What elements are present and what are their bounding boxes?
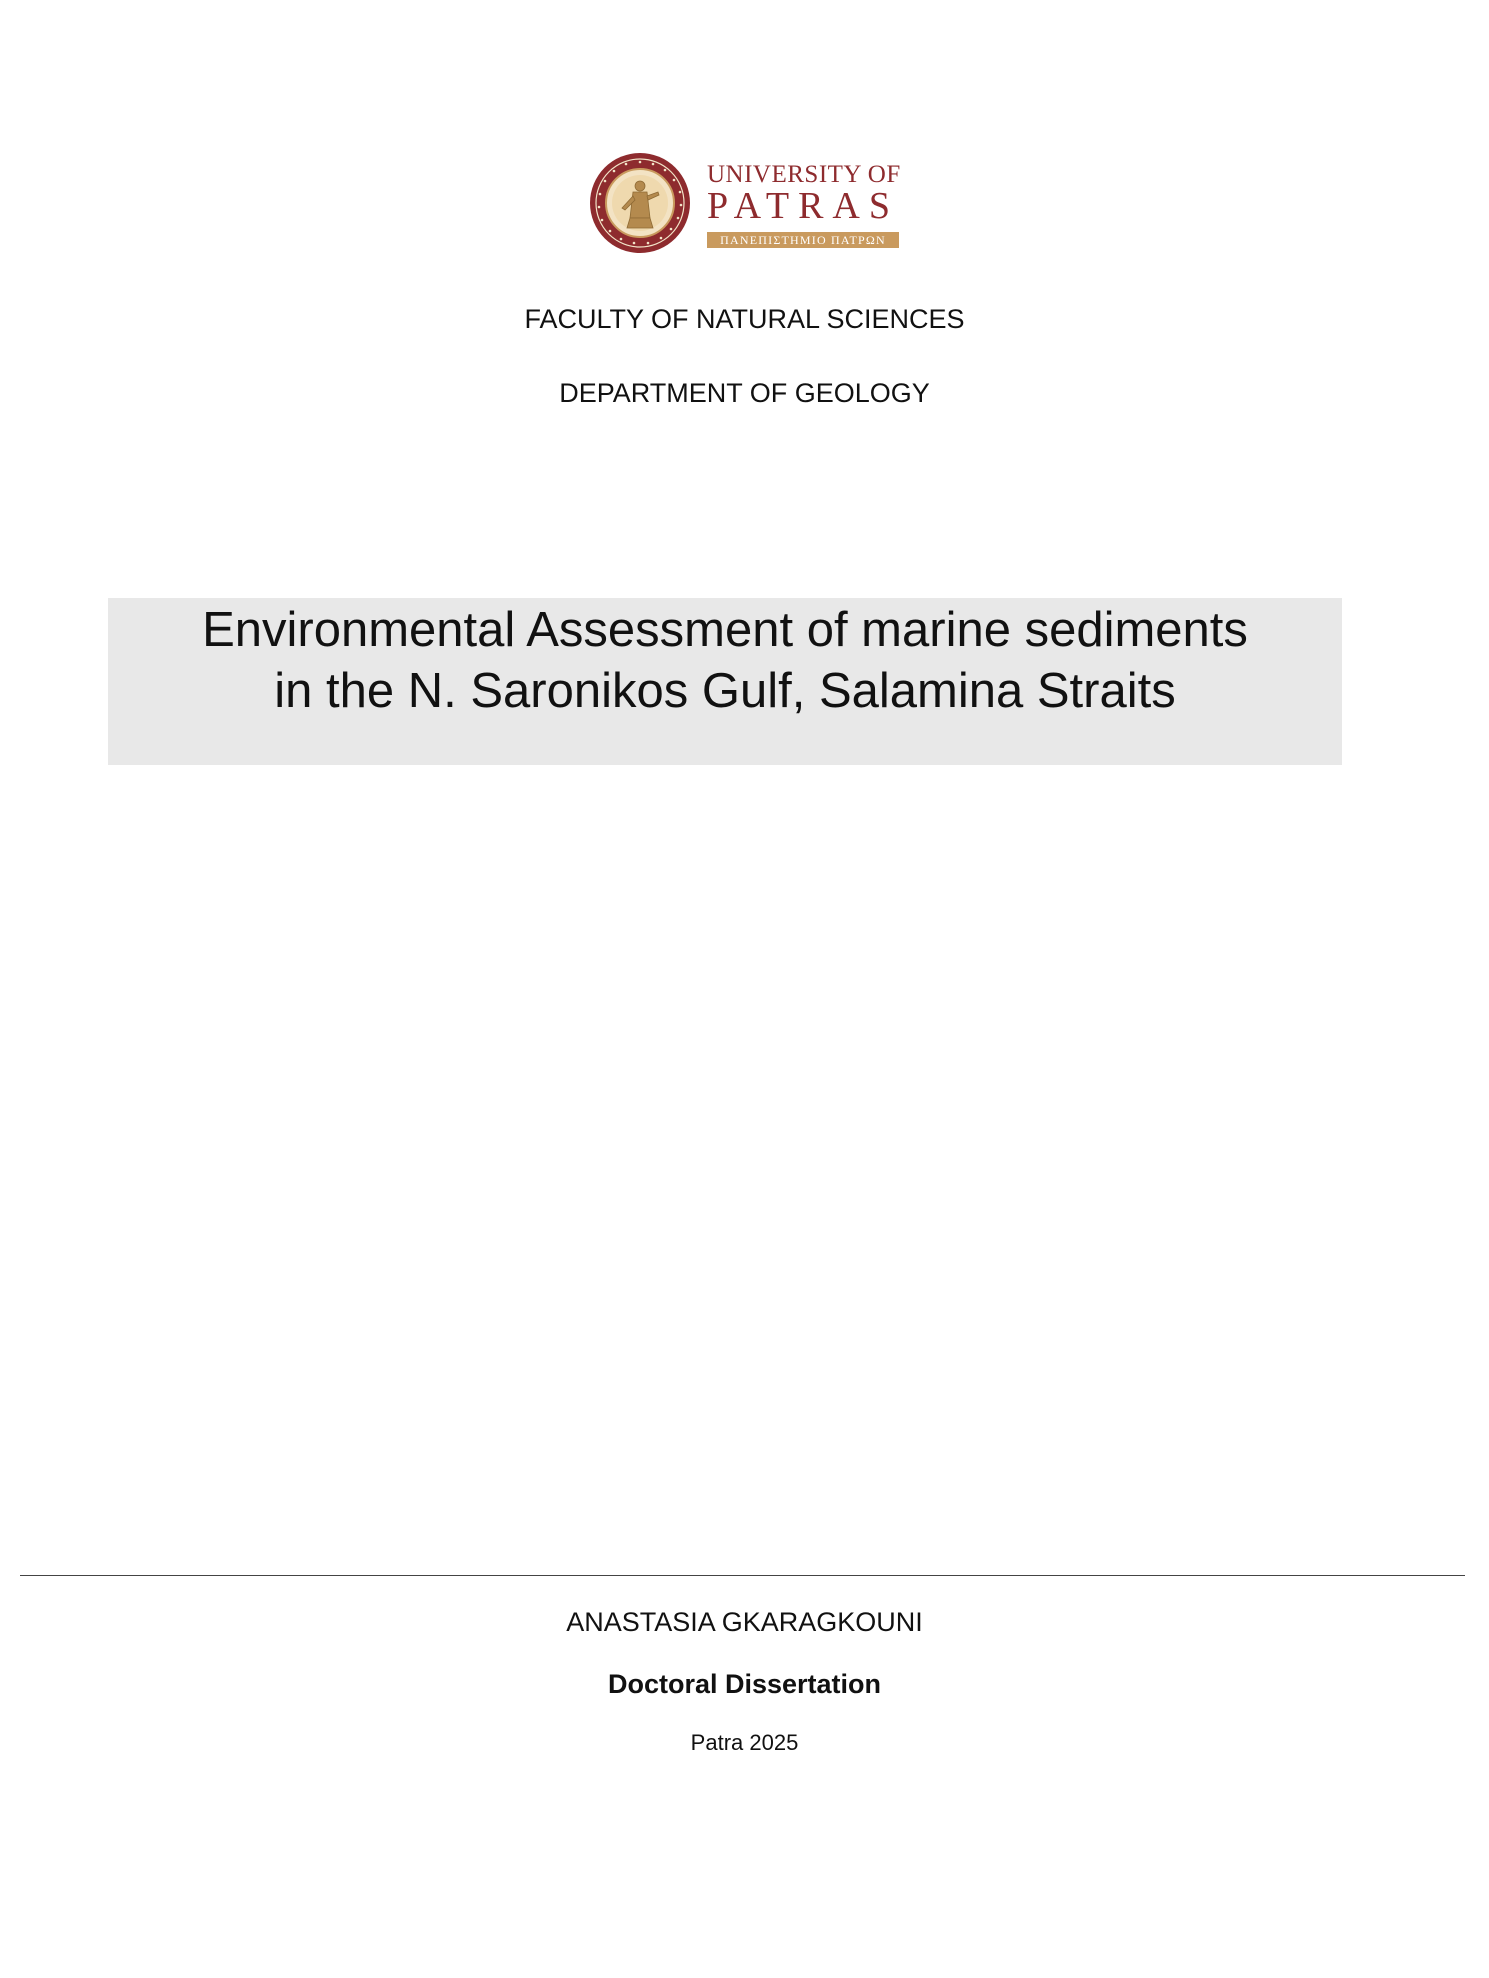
university-logo bbox=[589, 152, 905, 254]
wordmark-greek-name: ΠΑΝΕΠΙΣΤΗΜΙΟ ΠΑΤΡΩΝ bbox=[707, 232, 899, 248]
dissertation-title bbox=[108, 598, 1342, 722]
place-and-year: Patra 2025 bbox=[690, 1730, 799, 1755]
university-seal-icon bbox=[589, 152, 691, 254]
wordmark-patras: PATRAS bbox=[707, 185, 900, 227]
author-name: ANASTASIA GKARAGKOUNI bbox=[566, 1607, 923, 1637]
faculty-name: FACULTY OF NATURAL SCIENCES bbox=[524, 304, 965, 334]
title-box bbox=[108, 598, 1342, 765]
title-line-1: Environmental Assessment of marine sediments bbox=[202, 603, 1248, 657]
wordmark-university-of: UNIVERSITY OF bbox=[707, 161, 901, 188]
horizontal-divider bbox=[20, 1575, 1465, 1576]
degree-type: Doctoral Dissertation bbox=[607, 1669, 882, 1699]
department-name: DEPARTMENT OF GEOLOGY bbox=[559, 378, 930, 408]
title-line-2: in the N. Saronikos Gulf, Salamina Straits bbox=[274, 664, 1176, 718]
university-wordmark bbox=[707, 162, 905, 248]
